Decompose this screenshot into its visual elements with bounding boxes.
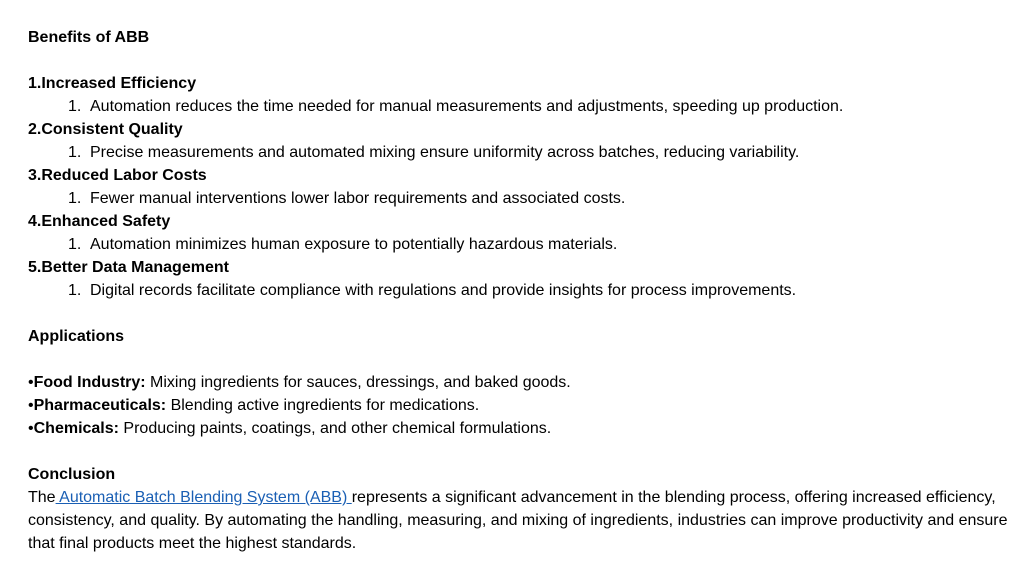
benefit-title: 1.Increased Efficiency [28, 75, 197, 92]
application-label: Food Industry: [33, 374, 146, 391]
bullet: • [28, 397, 34, 414]
conclusion-text: represents a significant advancement in the blending process, offering increased efficiency, consistency, and quality. By automating the handling, measuring, and mixing of ingredients, industries can improve productivity and ensure that final products meet the highest standards. [28, 489, 1008, 552]
bullet: • [28, 420, 34, 437]
subpoint-text: Digital records facilitate compliance with regulations and provide insights for process improvements. [90, 282, 797, 299]
subpoint-text: Fewer manual interventions lower labor requirements and associated costs. [90, 190, 626, 207]
benefit-item-costs [28, 164, 1004, 210]
application-text: Mixing ingredients for sauces, dressings, and baked goods. [145, 374, 571, 391]
benefit-item-safety [28, 210, 1004, 256]
abb-link[interactable]: Automatic Batch Blending System (ABB) [55, 489, 352, 506]
application-text: Producing paints, coatings, and other chemical formulations. [118, 420, 552, 437]
subpoint-number: 1. [68, 190, 82, 207]
conclusion-paragraph [28, 486, 1008, 555]
benefit-item-data-management [28, 256, 1004, 302]
spacer [28, 440, 1004, 463]
benefit-subpoint [28, 95, 1004, 118]
bullet: • [28, 374, 34, 391]
application-item-pharma [28, 394, 1004, 417]
benefits-heading: Benefits of ABB [28, 29, 150, 46]
benefit-subpoint [28, 233, 1004, 256]
benefit-subpoint [28, 187, 1004, 210]
application-item-chemicals [28, 417, 1004, 440]
benefit-subpoint [28, 279, 1004, 302]
benefit-item-efficiency [28, 72, 1004, 118]
benefit-title: 2.Consistent Quality [28, 121, 183, 138]
subpoint-text: Automation reduces the time needed for manual measurements and adjustments, speeding up production. [90, 98, 844, 115]
benefit-subpoint [28, 141, 1004, 164]
subpoint-text: Precise measurements and automated mixing ensure uniformity across batches, reducing variability. [90, 144, 800, 161]
conclusion-heading: Conclusion [28, 466, 116, 483]
benefit-title: 4.Enhanced Safety [28, 213, 171, 230]
application-label: Pharmaceuticals: [33, 397, 167, 414]
subpoint-number: 1. [68, 144, 82, 161]
conclusion-prefix: The [28, 489, 56, 506]
subpoint-number: 1. [68, 98, 82, 115]
subpoint-number: 1. [68, 282, 82, 299]
spacer [28, 348, 1004, 371]
benefit-title: 3.Reduced Labor Costs [28, 167, 207, 184]
applications-heading: Applications [28, 328, 125, 345]
benefit-title: 5.Better Data Management [28, 259, 229, 276]
subpoint-text: Automation minimizes human exposure to potentially hazardous materials. [90, 236, 618, 253]
benefit-item-quality [28, 118, 1004, 164]
spacer [28, 302, 1004, 325]
spacer [28, 49, 1004, 72]
application-item-food [28, 371, 1004, 394]
application-label: Chemicals: [33, 420, 119, 437]
application-text: Blending active ingredients for medications. [166, 397, 480, 414]
subpoint-number: 1. [68, 236, 82, 253]
